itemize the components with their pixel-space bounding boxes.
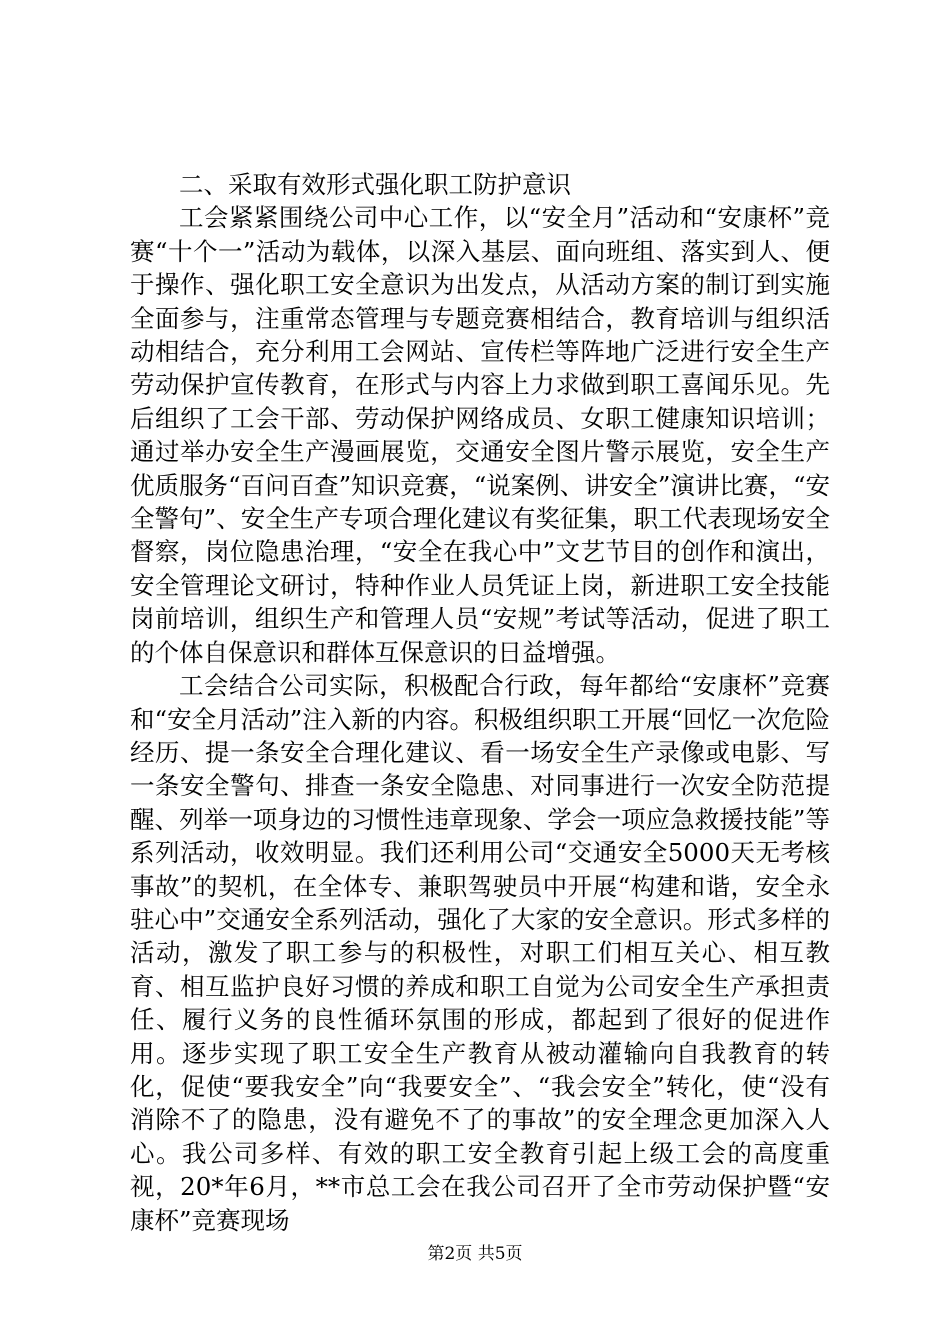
page-number-footer: 第2页 共5页 (427, 1244, 523, 1264)
document-body (130, 168, 830, 1237)
body-paragraph: 工会紧紧围绕公司中心工作，以“安全月”活动和“安康杯”竞赛“十个一”活动为载体，以深入基层、面向班组、落实到人、便于操作、强化职工安全意识为出发点，从活动方案的制订到实施全面参与，注重常态管理与专题竞赛相结合，教育培训与组织活动相结合，充分利用工会网站、宣传栏等阵地广泛进行安全生产劳动保护宣传教育，在形式与内容上力求做到职工喜闻乐见。先后组织了工会干部、劳动保护网络成员、女职工健康知识培训；通过举办安全生产漫画展览，交通安全图片警示展览，安全生产优质服务“百问百查”知识竞赛，“说案例、讲安全”演讲比赛，“安全警句”、安全生产专项合理化建议有奖征集，职工代表现场安全督察，岗位隐患治理，“安全在我心中”文艺节目的创作和演出，安全管理论文研讨，特种作业人员凭证上岗，新进职工安全技能岗前培训，组织生产和管理人员“安规”考试等活动，促进了职工的个体自保意识和群体互保意识的日益增强。 (130, 203, 830, 667)
body-paragraph: 工会结合公司实际，积极配合行政，每年都给“安康杯”竞赛和“安全月活动”注入新的内容。积极组织职工开展“回忆一次危险经历、提一条安全合理化建议、看一场安全生产录像或电影、写一条安全警句、排查一条安全隐患、对同事进行一次安全防范提醒、列举一项身边的习惯性违章现象、学会一项应急救援技能”等系列活动，收效明显。我们还利用公司“交通安全5000天无考核事故”的契机，在全体专、兼职驾驶员中开展“构建和谐，安全永驻心中”交通安全系列活动，强化了大家的安全意识。形式多样的活动，激发了职工参与的积极性，对职工们相互关心、相互教育、相互监护良好习惯的养成和职工自觉为公司安全生产承担责任、履行义务的良性循环氛围的形成，都起到了很好的促进作用。逐步实现了职工安全生产教育从被动灌输向自我教育的转化，促使“要我安全”向“我要安全”、“我会安全”转化，使“没有消除不了的隐患，没有避免不了的事故”的安全理念更加深入人心。我公司多样、有效的职工安全教育引起上级工会的高度重视，20*年6月，**市总工会在我公司召开了全市劳动保护暨“安康杯”竞赛现场 (130, 671, 830, 1235)
section-heading: 二、采取有效形式强化职工防护意识 (179, 170, 571, 199)
